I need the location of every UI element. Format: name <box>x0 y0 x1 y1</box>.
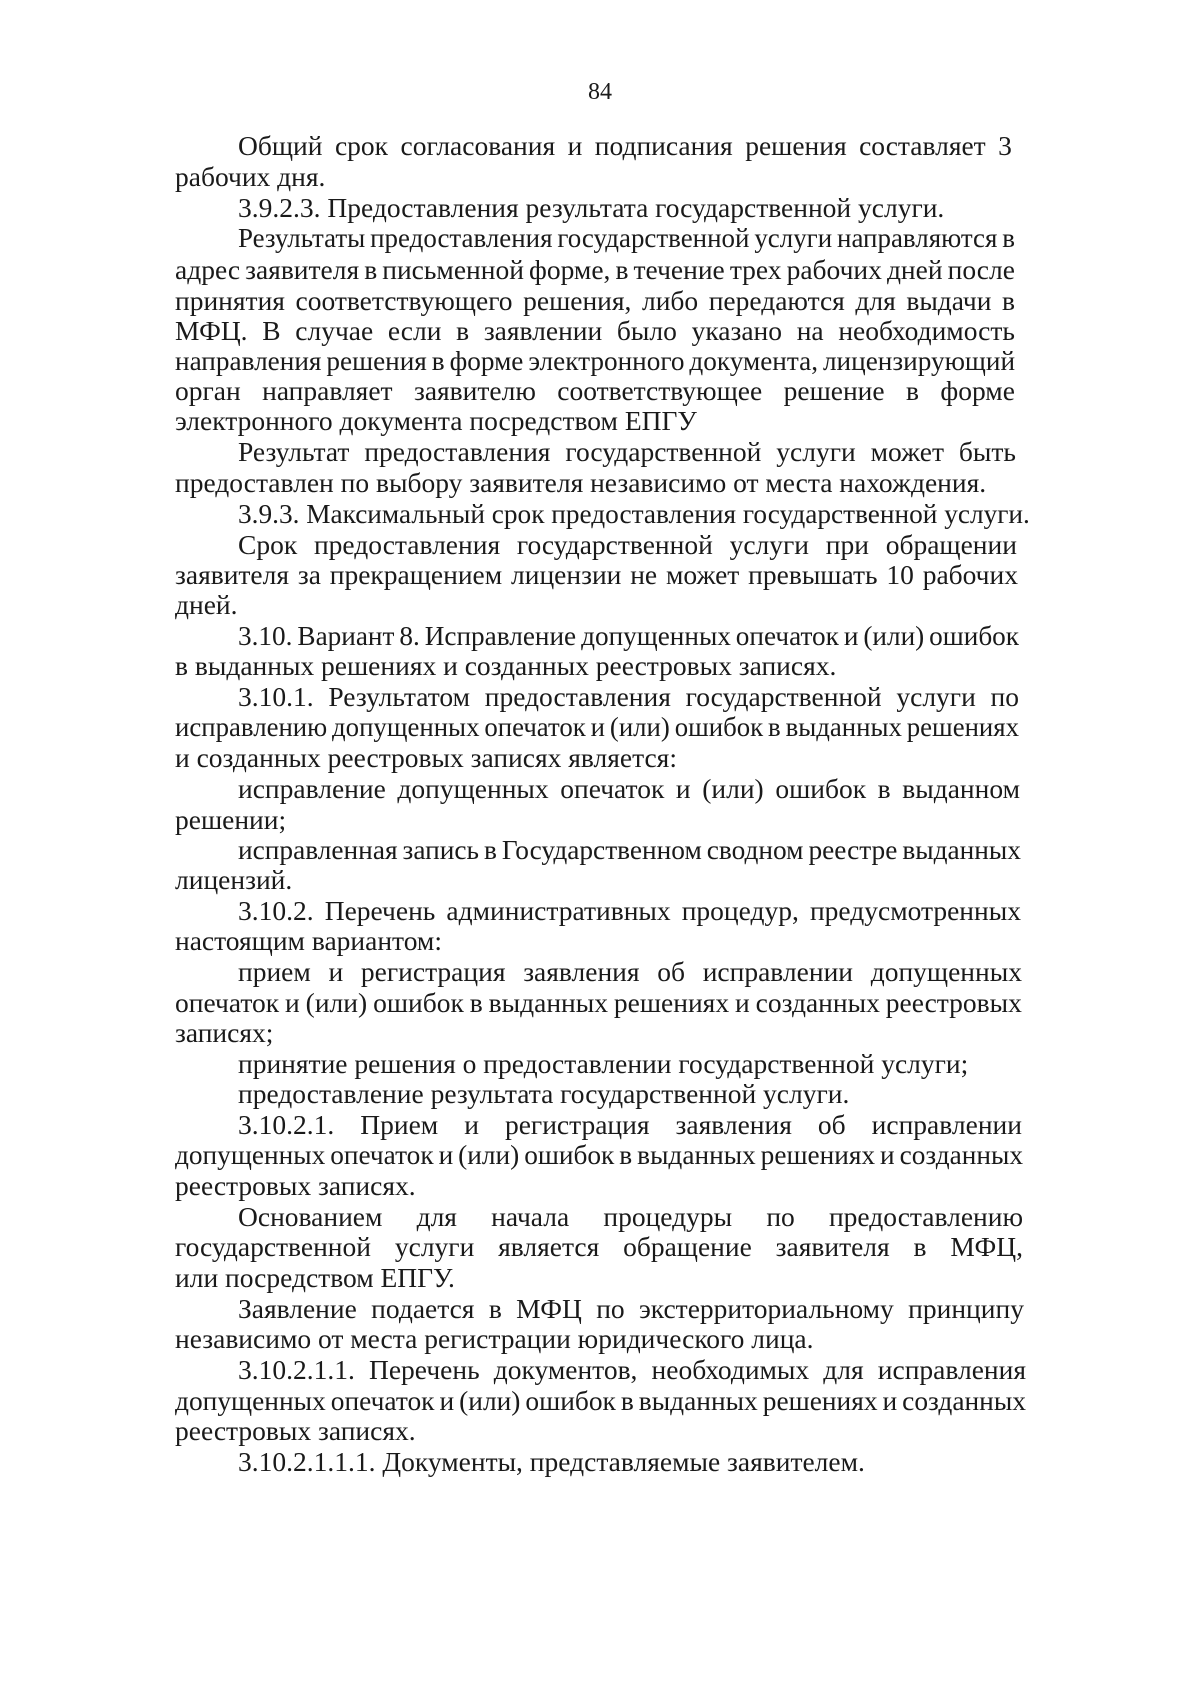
word: В <box>262 315 281 346</box>
word: форме <box>940 375 1015 406</box>
word: решениях <box>762 1385 878 1416</box>
word: подписания <box>594 130 733 161</box>
text-line <box>238 895 1021 927</box>
word: дней <box>886 254 943 285</box>
word: если <box>387 315 442 346</box>
word: в <box>913 1231 927 1262</box>
text-line: рабочих дня. <box>175 161 326 192</box>
word: в <box>483 834 497 865</box>
word: направляются <box>837 222 998 253</box>
text-line <box>238 834 1021 866</box>
word: (или) <box>458 1139 520 1170</box>
word: процедур, <box>681 895 799 926</box>
text-line: и созданных реестровых записях является: <box>175 742 677 773</box>
word: при <box>825 529 869 560</box>
word: предоставления <box>364 436 551 467</box>
text-line <box>238 222 1015 254</box>
word: (или) <box>609 711 670 742</box>
word: (или) <box>459 1385 521 1416</box>
word: является <box>498 1231 600 1262</box>
text-line <box>175 315 1015 347</box>
word: электронного <box>528 345 685 376</box>
word: указано <box>691 315 782 346</box>
word: после <box>947 254 1015 285</box>
text-line: независимо от места регистрации юридического лица. <box>175 1323 814 1354</box>
word: письменной <box>382 254 524 285</box>
word: и <box>464 1109 479 1140</box>
word: быть <box>958 436 1016 467</box>
word: 3 <box>998 130 1012 161</box>
word: и <box>285 987 300 1018</box>
word: Перечень <box>368 1354 480 1385</box>
text-line: записях; <box>175 1017 274 1048</box>
word: Основанием <box>238 1201 383 1232</box>
word: ошибок <box>373 987 464 1018</box>
text-line: реестровых записях. <box>175 1415 416 1446</box>
word: рабочих <box>922 559 1018 590</box>
word: и <box>882 1385 898 1416</box>
word: решениях <box>613 987 730 1018</box>
word: 3.10.2.1.1. <box>238 1354 355 1385</box>
word: реестре <box>808 834 898 865</box>
word: лицензии <box>511 559 622 590</box>
word: по <box>990 681 1019 712</box>
word: в <box>431 345 445 376</box>
text-line <box>175 987 1022 1019</box>
word: процедуры <box>603 1201 733 1232</box>
word: регистрация <box>504 1109 650 1140</box>
word: для <box>823 1354 864 1385</box>
word: обращение <box>623 1231 752 1262</box>
word: 3.10.1. <box>238 681 314 712</box>
word: и <box>590 711 606 742</box>
word: исправленная <box>238 834 398 865</box>
text-line: в выданных решениях и созданных реестровых записях. <box>175 650 837 681</box>
word: решениях <box>906 711 1020 742</box>
word: заявителя <box>775 1231 890 1262</box>
word: об <box>657 956 685 987</box>
word: соответствующего <box>295 285 513 316</box>
word: заявлении <box>483 315 603 346</box>
word: ошибок <box>524 1139 615 1170</box>
word: для <box>416 1201 457 1232</box>
word: опечаток <box>735 620 839 651</box>
word: по <box>766 1201 795 1232</box>
word: заявления <box>523 956 640 987</box>
word: МФЦ, <box>950 1231 1023 1262</box>
word: адрес <box>175 254 241 285</box>
word: орган <box>175 375 241 406</box>
word: допущенных <box>397 773 549 804</box>
word: направления <box>175 345 322 376</box>
word: исправлению <box>175 711 328 742</box>
word: и <box>843 620 859 651</box>
text-line <box>238 529 1017 561</box>
word: выданных <box>902 834 1021 865</box>
word: выданном <box>902 773 1020 804</box>
word: Результат <box>238 436 350 467</box>
word: в <box>1002 285 1015 316</box>
word: течение <box>633 254 725 285</box>
word: ошибок <box>525 1385 616 1416</box>
text-line: принятие решения о предоставлении государственной услуги; <box>238 1048 969 1079</box>
word: Государственном <box>501 834 702 865</box>
word: обращении <box>885 529 1017 560</box>
word: МФЦ <box>516 1293 582 1324</box>
text-line: реестровых записях. <box>175 1170 416 1201</box>
word: Общий <box>238 130 323 161</box>
text-line <box>175 711 1019 743</box>
word: предоставления <box>484 681 671 712</box>
word: (или) <box>863 620 925 651</box>
page-number: 84 <box>588 79 612 105</box>
text-line: дней. <box>175 589 238 620</box>
word: государственной <box>565 436 762 467</box>
word: предоставления <box>313 529 501 560</box>
word: об <box>817 1109 846 1140</box>
word: опечаток <box>330 1139 434 1170</box>
word: созданных <box>755 987 880 1018</box>
word: подается <box>371 1293 475 1324</box>
word: направляет <box>262 375 393 406</box>
word: МФЦ. <box>175 315 248 346</box>
word: для <box>855 285 896 316</box>
word: в <box>906 375 919 406</box>
text-line <box>238 681 1019 713</box>
word: начала <box>491 1201 570 1232</box>
text-line <box>238 620 1019 652</box>
word: услуги <box>394 1231 475 1262</box>
text-line <box>238 1354 1026 1386</box>
word: соответствующее <box>557 375 763 406</box>
text-line <box>238 956 1022 988</box>
word: опечаток <box>175 987 280 1018</box>
word: государственной <box>685 681 882 712</box>
word: экстерриториальному <box>639 1293 894 1324</box>
word: в <box>620 1385 634 1416</box>
text-line: решении; <box>175 804 287 835</box>
text-line <box>238 1293 1024 1325</box>
word: либо <box>641 285 699 316</box>
word: в <box>877 773 891 804</box>
word: в <box>1002 222 1015 253</box>
word: заявителя <box>245 254 360 285</box>
word: может <box>870 436 944 467</box>
text-line <box>175 285 1015 317</box>
word: исправлении <box>871 1109 1022 1140</box>
word: выданных <box>488 987 608 1018</box>
word: и <box>675 773 691 804</box>
word: форме, <box>529 254 611 285</box>
text-line <box>238 1109 1022 1141</box>
word: (или) <box>305 987 368 1018</box>
word: услуги <box>896 681 976 712</box>
word: запись <box>402 834 479 865</box>
text-line <box>175 375 1015 407</box>
word: и <box>439 1385 455 1416</box>
text-line: электронного документа посредством ЕПГУ <box>175 405 697 436</box>
word: ошибок <box>775 773 867 804</box>
word: в <box>619 1139 633 1170</box>
word: в <box>488 1293 502 1324</box>
text-line: настоящим вариантом: <box>175 925 442 956</box>
word: опечаток <box>484 711 586 742</box>
word: допущенных <box>581 620 731 651</box>
word: заявителя <box>175 559 290 590</box>
word: выданных <box>637 1139 756 1170</box>
word: допущенных <box>175 1139 326 1170</box>
word: составляет <box>859 130 986 161</box>
word: предоставлению <box>828 1201 1023 1232</box>
text-line: предоставление результата государственной услуги. <box>238 1078 850 1109</box>
word: необходимых <box>651 1354 810 1385</box>
word: решения, <box>523 285 632 316</box>
text-line <box>238 130 1012 162</box>
word: Результатом <box>328 681 471 712</box>
word: Срок <box>238 529 298 560</box>
text-line <box>175 345 1015 377</box>
word: выдачи <box>906 285 992 316</box>
word: срок <box>334 130 389 161</box>
text-line <box>238 436 1016 468</box>
word: 3.10.2. <box>238 895 314 926</box>
word: необходимость <box>838 315 1015 346</box>
word: в <box>456 315 470 346</box>
word: опечаток <box>330 1385 435 1416</box>
text-line: 3.9.3. Максимальный срок предоставления государственной услуги. <box>238 498 1030 529</box>
word: Прием <box>360 1109 439 1140</box>
text-line <box>175 559 1018 591</box>
word: Заявление <box>238 1293 357 1324</box>
word: регистрация <box>360 956 506 987</box>
word: решениях <box>760 1139 876 1170</box>
text-line <box>175 1385 1026 1417</box>
word: 10 <box>886 559 914 590</box>
word: Вариант <box>297 620 395 651</box>
word: передаются <box>708 285 845 316</box>
word: лицензирующий <box>822 345 1016 376</box>
word: за <box>297 559 321 590</box>
word: предоставления <box>370 222 553 253</box>
word: решения <box>326 345 427 376</box>
word: (или) <box>702 773 764 804</box>
word: государственной <box>175 1231 371 1262</box>
word: созданных <box>899 1139 1023 1170</box>
word: в <box>768 711 781 742</box>
word: в <box>615 254 629 285</box>
word: Исправление <box>424 620 577 651</box>
word: прием <box>238 956 311 987</box>
text-line <box>238 1201 1023 1233</box>
word: и <box>438 1139 454 1170</box>
word: ошибок <box>674 711 764 742</box>
word: 3.10. <box>238 620 293 651</box>
word: исправление <box>238 773 386 804</box>
text-line: предоставлен по выбору заявителя независимо от места нахождения. <box>175 467 987 498</box>
word: допущенных <box>332 711 480 742</box>
word: заявителю <box>413 375 536 406</box>
word: услуги <box>754 222 833 253</box>
text-line: 3.9.2.3. Предоставления результата государственной услуги. <box>238 192 945 223</box>
word: услуги <box>776 436 856 467</box>
word: случае <box>295 315 374 346</box>
word: не <box>630 559 658 590</box>
text-line <box>175 254 1015 286</box>
word: и <box>735 987 750 1018</box>
word: трех <box>729 254 782 285</box>
word: исправлении <box>702 956 853 987</box>
word: в <box>364 254 378 285</box>
word: услуги <box>729 529 810 560</box>
word: ошибок <box>929 620 1020 651</box>
word: предусмотренных <box>809 895 1021 926</box>
text-line: лицензий. <box>175 864 293 895</box>
word: административных <box>446 895 671 926</box>
word: по <box>596 1293 625 1324</box>
word: Перечень <box>324 895 436 926</box>
word: форме <box>449 345 524 376</box>
word: может <box>665 559 740 590</box>
text-line: 3.10.2.1.1.1. Документы, представляемые заявителем. <box>238 1446 865 1477</box>
word: 3.10.2.1. <box>238 1109 335 1140</box>
word: государственной <box>557 222 750 253</box>
word: 8. <box>399 620 420 651</box>
word: созданных <box>902 1385 1026 1416</box>
word: на <box>796 315 824 346</box>
word: принципу <box>908 1293 1024 1324</box>
word: государственной <box>516 529 713 560</box>
text-line <box>238 773 1020 805</box>
word: решение <box>783 375 885 406</box>
word: допущенных <box>175 1385 326 1416</box>
word: заявления <box>675 1109 792 1140</box>
word: согласования <box>400 130 556 161</box>
word: и <box>880 1139 895 1170</box>
word: в <box>469 987 483 1018</box>
word: рабочих <box>786 254 882 285</box>
word: опечаток <box>560 773 665 804</box>
word: исправления <box>877 1354 1026 1385</box>
word: документа, <box>689 345 819 376</box>
word: и <box>328 956 344 987</box>
word: решения <box>745 130 847 161</box>
text-line <box>175 1139 1023 1171</box>
text-line <box>175 1231 1023 1263</box>
word: было <box>616 315 677 346</box>
word: документов, <box>493 1354 638 1385</box>
word: Результаты <box>238 222 366 253</box>
word: допущенных <box>870 956 1022 987</box>
word: прекращением <box>329 559 503 590</box>
word: сводном <box>706 834 804 865</box>
word: выданных <box>638 1385 758 1416</box>
word: принятия <box>175 285 285 316</box>
word: превышать <box>748 559 878 590</box>
word: реестровых <box>885 987 1022 1018</box>
word: выданных <box>785 711 902 742</box>
word: и <box>567 130 583 161</box>
text-line: или посредством ЕПГУ. <box>175 1262 455 1293</box>
